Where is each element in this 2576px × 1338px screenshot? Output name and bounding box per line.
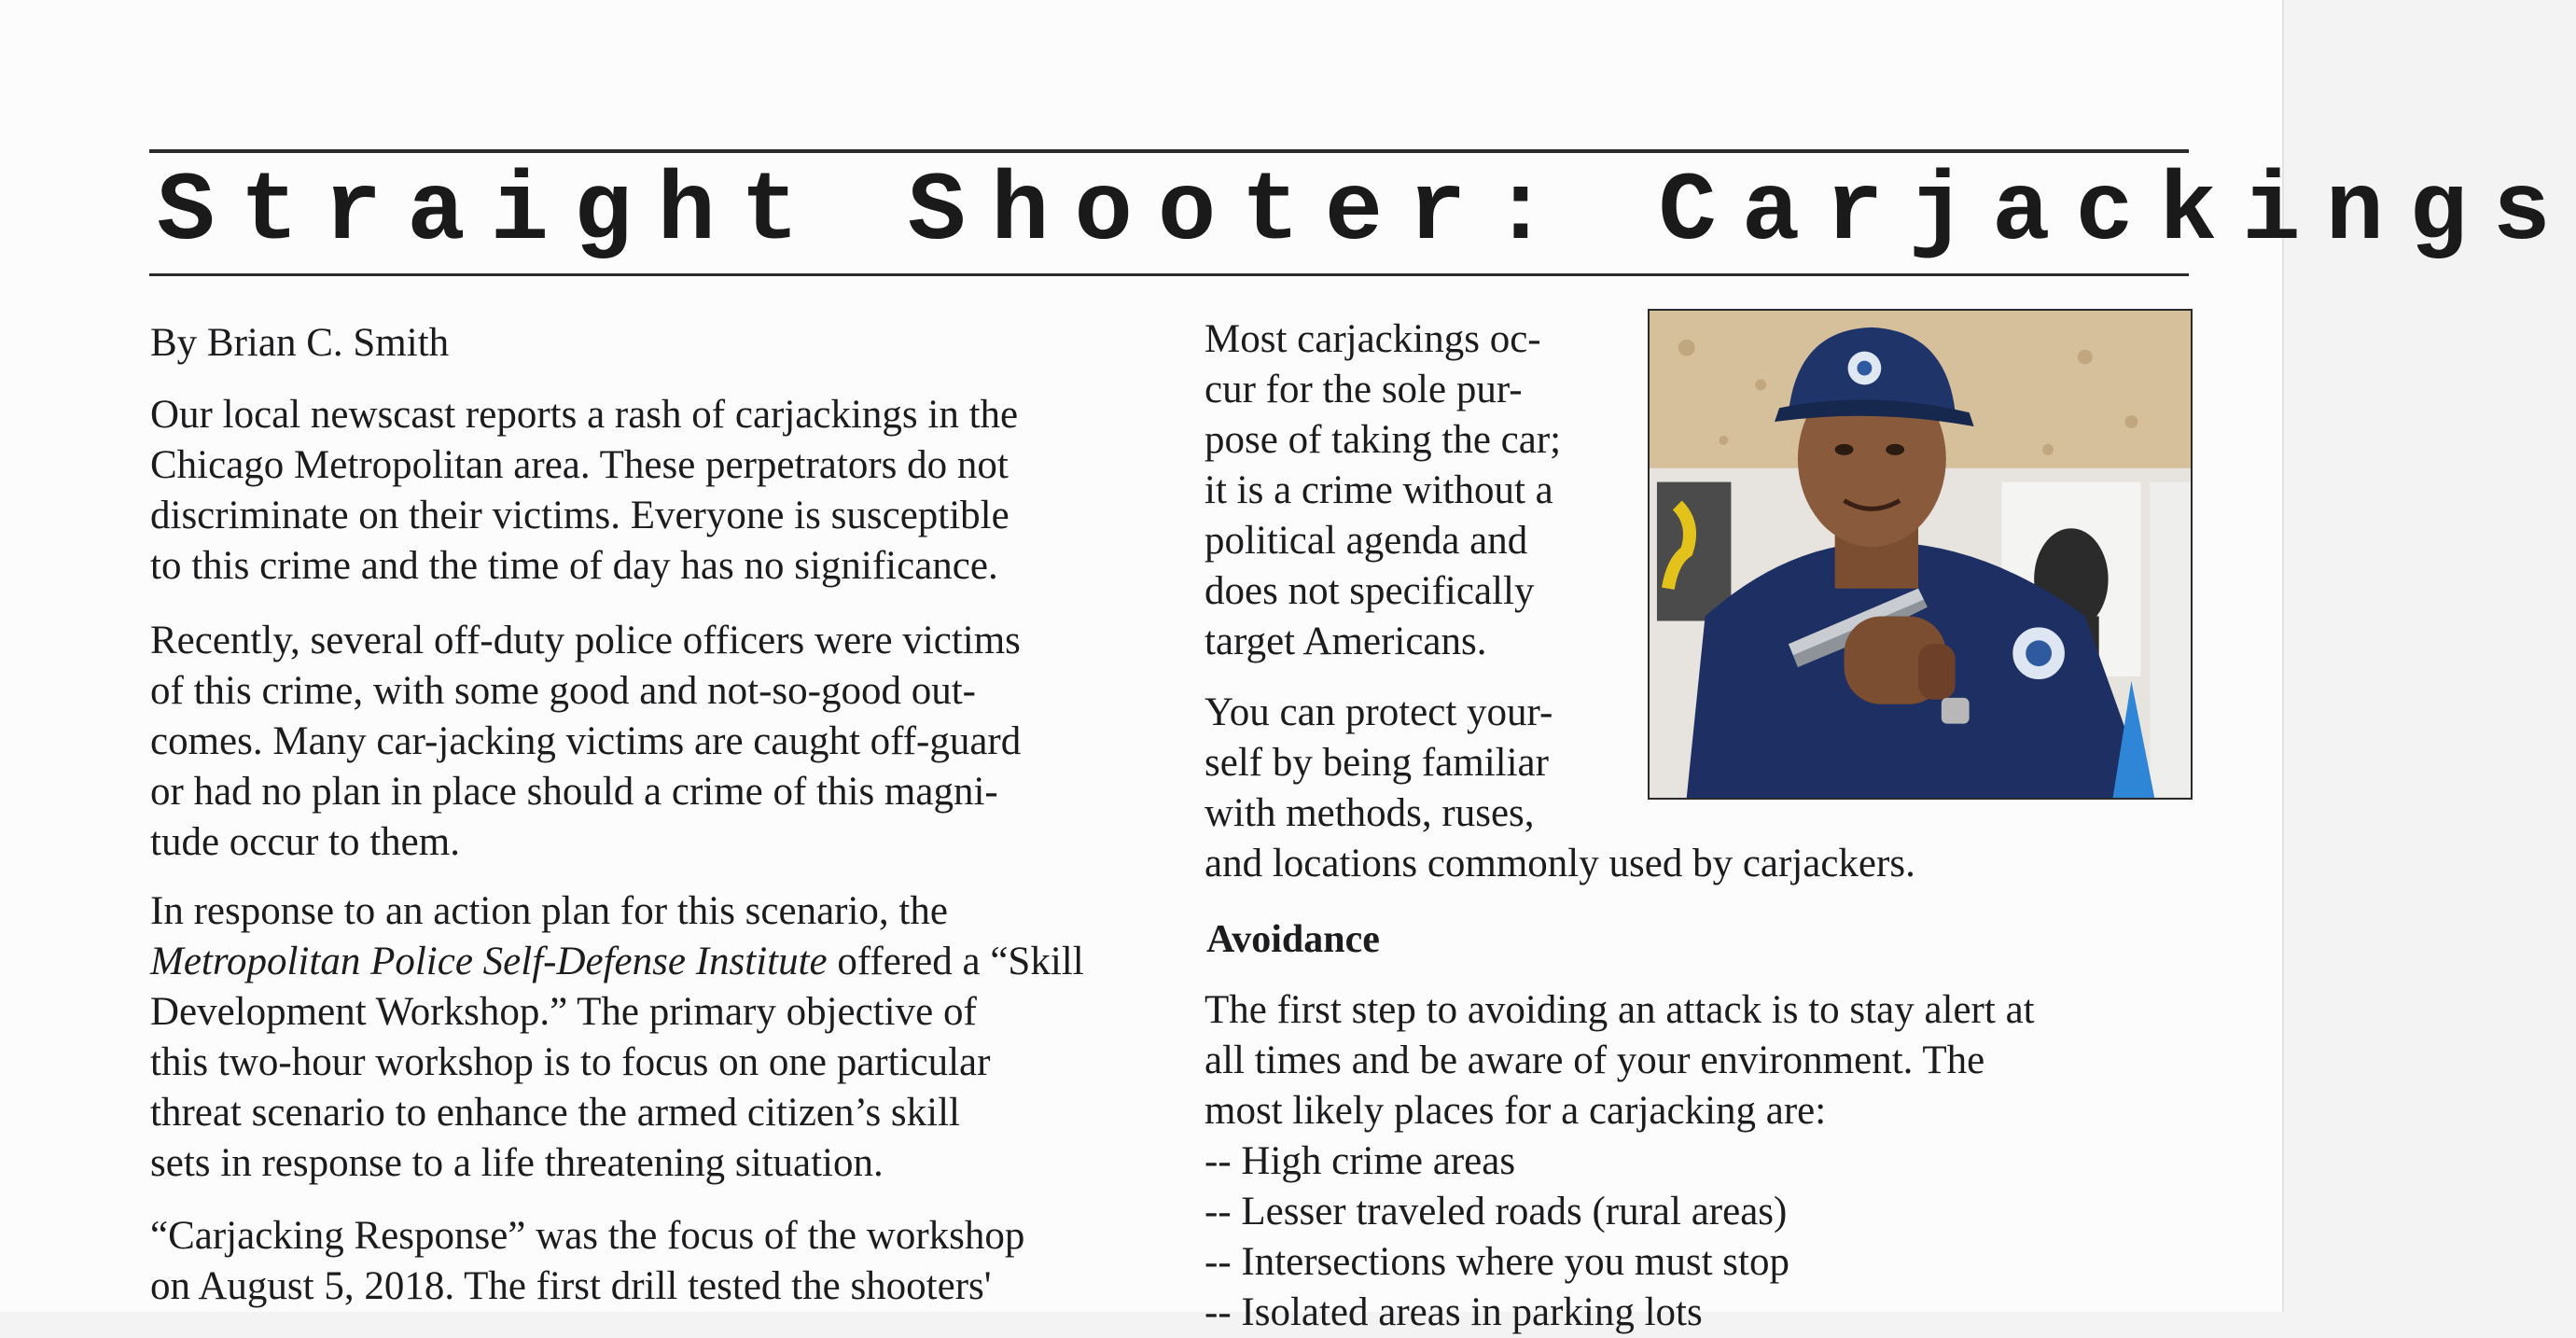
author-photo [1648, 309, 2193, 800]
right-paragraph-1 [1204, 314, 1561, 667]
text-line: comes. Many car-jacking victims are caught off-guard [150, 719, 1022, 763]
text-line: it is a crime without a [1204, 468, 1553, 512]
text-line: The first step to avoiding an attack is to stay alert at [1204, 988, 2035, 1032]
left-paragraph-3 [150, 886, 1084, 1189]
text-line: tude occur to them. [150, 820, 460, 864]
byline: By Brian C. Smith [150, 321, 450, 365]
text-line: all times and be aware of your environment. The [1204, 1038, 1985, 1082]
text-line: Our local newscast reports a rash of carjackings in the [150, 393, 1019, 437]
text-line: “Carjacking Response” was the focus of the workshop [150, 1214, 1025, 1258]
text-line: political agenda and [1204, 519, 1528, 563]
text-line: or had no plan in place should a crime of this magni- [150, 770, 998, 814]
text-line: on August 5, 2018. The first drill tested the shooters' [150, 1264, 992, 1308]
text-line: Development Workshop.” The primary objective of [150, 990, 977, 1034]
text-line [150, 937, 1084, 987]
text-line: pose of taking the car; [1204, 418, 1562, 462]
text-line: cur for the sole pur- [1204, 368, 1523, 411]
text-line: and locations commonly used by carjackers. [1204, 842, 1915, 885]
list-item: -- Isolated areas in parking lots [1204, 1290, 1703, 1334]
list-item: -- Intersections where you must stop [1204, 1240, 1789, 1284]
text-line: with methods, ruses, [1204, 791, 1535, 835]
text-line: You can protect your- [1204, 690, 1553, 734]
text-line: threat scenario to enhance the armed citizen’s skill [150, 1091, 960, 1135]
text-line: Recently, several off-duty police officers were victims [150, 619, 1021, 662]
article-headline: Straight Shooter: Carjackings [157, 158, 2576, 268]
text-line: Most carjackings oc- [1204, 317, 1541, 361]
left-paragraph-1 [150, 390, 1018, 592]
text-line: target Americans. [1204, 620, 1487, 663]
text-fragment: offered a “Skill [827, 940, 1084, 983]
text-line: this two-hour workshop is to focus on one particular [150, 1040, 991, 1084]
right-paragraph-3 [1204, 985, 2035, 1338]
text-line: In response to an action plan for this scenario, the [150, 889, 948, 933]
text-line: to this crime and the time of day has no significance. [150, 544, 998, 588]
text-line: discriminate on their victims. Everyone is susceptible [150, 494, 1010, 537]
section-heading-avoidance: Avoidance [1206, 918, 1380, 961]
headline-rule-top [149, 149, 2189, 153]
text-line: of this crime, with some good and not-so-good out- [150, 669, 976, 713]
author-photo-icon [1650, 311, 2191, 798]
list-item: -- Lesser traveled roads (rural areas) [1204, 1190, 1788, 1233]
text-line: sets in response to a life threatening situation. [150, 1141, 884, 1185]
text-line: does not specifically [1204, 569, 1535, 613]
institute-name: Metropolitan Police Self-Defense Institute [150, 940, 828, 983]
list-item: -- High crime areas [1204, 1139, 1516, 1183]
text-line: most likely places for a carjacking are: [1204, 1089, 1827, 1133]
text-line: Chicago Metropolitan area. These perpetrators do not [150, 443, 1009, 487]
headline-rule-bottom [149, 273, 2189, 276]
left-paragraph-4 [150, 1211, 1024, 1312]
text-line: self by being familiar [1204, 741, 1549, 785]
left-paragraph-2 [150, 616, 1021, 868]
